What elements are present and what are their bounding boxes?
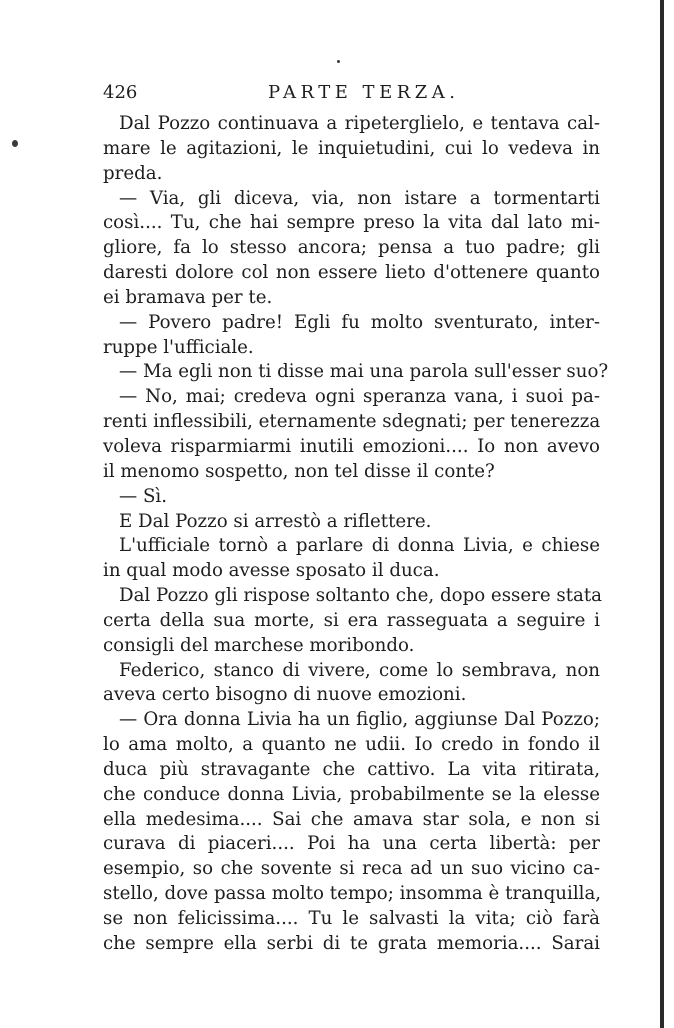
text-line: duca più stravagante che cattivo. La vita ritirata, [103, 758, 600, 780]
text-line: — Povero padre! Egli fu molto sventurato, inter- [119, 311, 600, 333]
text-line: — Ora donna Livia ha un figlio, aggiunse Dal Pozzo; [119, 709, 600, 731]
text-line: gliore, fa lo stesso ancora; pensa a tuo padre; gli [103, 237, 600, 259]
text-line: renti inflessibili, eternamente sdegnati; per tenerezza [103, 411, 601, 433]
text-line: — Via, gli diceva, via, non istare a tormentarti [119, 187, 600, 209]
text-line: curava di piaceri.... Poi ha una certa libertà: per [103, 833, 600, 855]
body-text [103, 112, 609, 957]
text-line: E Dal Pozzo si arrestò a riflettere. [119, 510, 432, 532]
page-edge-shadow [660, 0, 664, 1028]
text-line: ei bramava per te. [103, 286, 273, 308]
page-number: 426 [103, 82, 138, 103]
text-line: Dal Pozzo continuava a ripeterglielo, e tentava cal- [119, 113, 600, 134]
text-line: aveva certo bisogno di nuove emozioni. [103, 684, 467, 706]
text-line: certa della sua morte, si era rasseguata a seguire i [103, 609, 600, 631]
text-line: — No, mai; credeva ogni speranza vana, i suoi pa- [119, 386, 600, 408]
page-header [103, 82, 600, 108]
text-line: Dal Pozzo gli rispose soltanto che, dopo essere stata [119, 585, 603, 607]
text-line: daresti dolore col non essere lieto d'ottenere quanto [103, 262, 600, 284]
text-line: esempio, so che sovente si reca ad un suo vicino ca- [103, 858, 600, 880]
text-line: che conduce donna Livia, probabilmente se la elesse [103, 783, 600, 805]
text-line: mare le agitazioni, le inquietudini, cui lo vedeva in [103, 137, 600, 159]
text-line: — Sì. [119, 485, 168, 507]
text-line: se non felicissima.... Tu le salvasti la vita; ciò farà [103, 908, 600, 929]
text-line: che sempre ella serbi di te grata memoria.... Sarai [103, 932, 600, 954]
ink-speck [337, 60, 340, 63]
text-line: voleva risparmiarmi inutili emozioni.... Io non avevo [103, 435, 600, 457]
ink-speck [12, 140, 18, 147]
text-line: ruppe l'ufficiale. [103, 336, 254, 358]
text-line: stello, dove passa molto tempo; insomma è tranquilla, [103, 883, 602, 905]
text-line: preda. [103, 162, 163, 184]
text-line: il menomo sospetto, non tel disse il conte? [103, 460, 495, 482]
text-line: — Ma egli non ti disse mai una parola sull'esser suo? [119, 361, 609, 383]
text-line: Federico, stanco di vivere, come lo sembrava, non [119, 659, 600, 681]
text-line: lo ama molto, a quanto ne udii. Io credo in fondo il [103, 734, 600, 756]
running-title: PARTE TERZA. [268, 82, 460, 103]
text-line: consigli del marchese moribondo. [103, 634, 415, 656]
text-line: in qual modo avesse sposato il duca. [103, 560, 440, 582]
text-line: così.... Tu, che hai sempre preso la vita dal lato mi- [103, 212, 600, 234]
text-line: L'ufficiale tornò a parlare di donna Livia, e chiese [119, 535, 600, 557]
text-line: ella medesima.... Sai che amava star sola, e non si [103, 808, 600, 830]
